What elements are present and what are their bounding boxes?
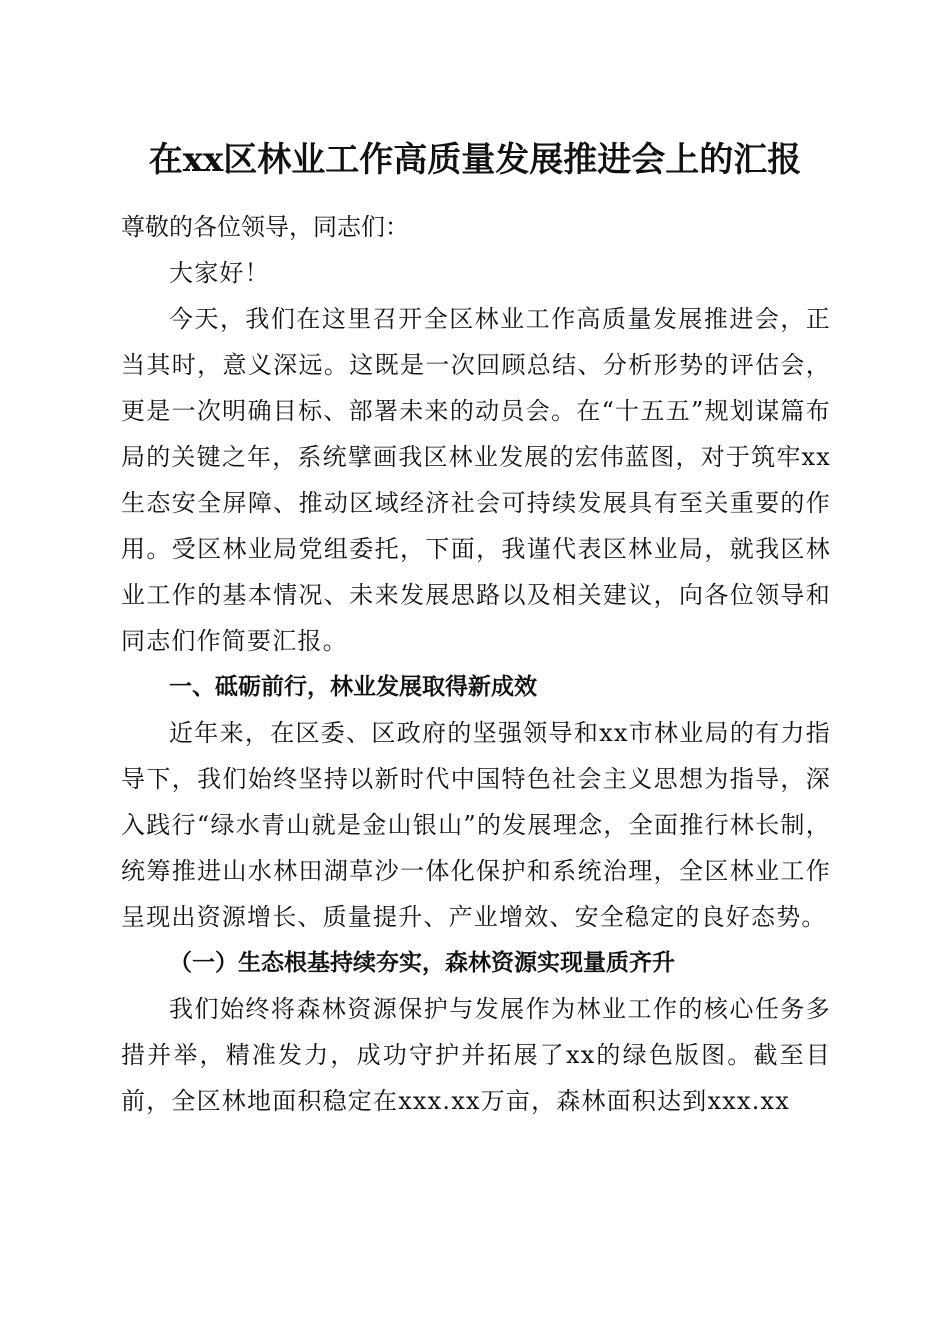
section-1-heading: 一、砥砺前行，林业发展取得新成效 bbox=[169, 674, 537, 700]
section-1-paragraph: 近年来，在区委、区政府的坚强领导和xx市林业局的有力指导下，我们始终坚持以新时代中国特色社会主义思想为指导，深入践行“绿水青山就是金山银山”的发展理念，全面推行林长制，统筹推进山水林田湖草沙一体化保护和系统治理，全区林业工作呈现出资源增长、质量提升、产业增效、安全稳定的良好态势。 bbox=[121, 719, 831, 931]
intro-paragraph: 今天，我们在这里召开全区林业工作高质量发展推进会，正当其时，意义深远。这既是一次回顾总结、分析形势的评估会，更是一次明确目标、部署未来的动员会。在“十五五”规划谋篇布局的关键之年，系统擘画我区林业发展的宏伟蓝图，对于筑牢xx生态安全屏障、推动区域经济社会可持续发展具有至关重要的作用。受区林业局党组委托，下面，我谨代表区林业局，就我区林业工作的基本情况、未来发展思路以及相关建议，向各位领导和同志们作简要汇报。 bbox=[121, 305, 831, 655]
greeting: 大家好！ bbox=[169, 259, 270, 287]
salutation: 尊敬的各位领导，同志们： bbox=[121, 213, 409, 241]
document-title: 在xx区林业工作高质量发展推进会上的汇报 bbox=[148, 140, 802, 180]
subsection-1-paragraph: 我们始终将森林资源保护与发展作为林业工作的核心任务多措并举，精准发力，成功守护并拓展了xx的绿色版图。截至目前，全区林地面积稳定在xxx.xx万亩，森林面积达到xxx.xx bbox=[121, 995, 831, 1115]
document-body bbox=[121, 204, 831, 1124]
subsection-1-heading: （一）生态根基持续夯实，森林资源实现量质齐升 bbox=[169, 949, 675, 976]
